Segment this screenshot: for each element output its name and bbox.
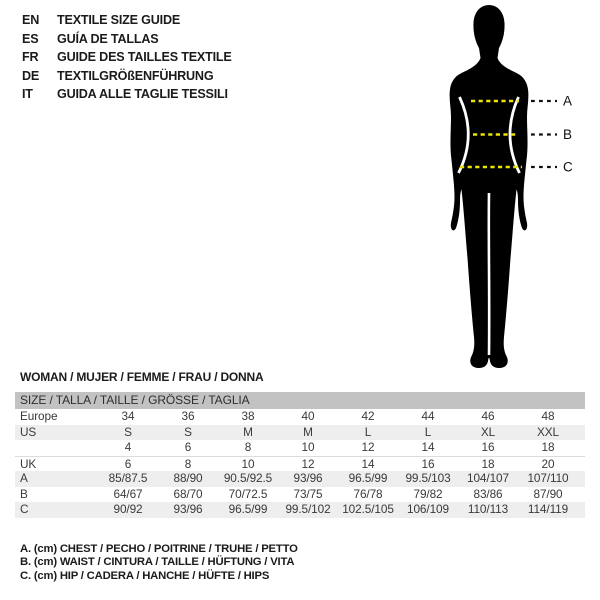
- size-cell: 4: [124, 440, 132, 454]
- size-cell: 76/78: [353, 486, 383, 501]
- size-cell: 87/90: [533, 486, 563, 501]
- size-cell: 90.5/92.5: [223, 471, 273, 485]
- size-cell: 73/75: [293, 486, 323, 501]
- table-row-hip-c: [15, 502, 585, 518]
- language-title: GUIDE DES TAILLES TEXTILE: [57, 50, 232, 64]
- size-cell: 96.5/99: [348, 471, 388, 485]
- table-row-uk: [15, 456, 585, 472]
- size-cell: 102.5/105: [342, 502, 394, 516]
- size-cell: M: [243, 424, 253, 439]
- size-cell: 99.5/103: [405, 471, 451, 485]
- language-title: GUIDA ALLE TAGLIE TESSILI: [57, 87, 228, 101]
- size-cell: 104/107: [467, 471, 509, 485]
- size-cell: 8: [244, 440, 252, 454]
- row-label: B: [20, 486, 28, 501]
- language-code: EN: [22, 13, 40, 27]
- size-table: [15, 392, 585, 518]
- size-table-header: SIZE / TALLA / TAILLE / GRÖSSE / TAGLIA: [15, 392, 585, 409]
- row-label: Europe: [20, 409, 58, 423]
- table-row-europe: [15, 409, 585, 425]
- language-row-it: [22, 85, 232, 104]
- language-title: TEXTILGRÖßENFÜHRUNG: [57, 68, 214, 83]
- size-cell: XXL: [537, 424, 559, 439]
- size-cell: 16: [421, 456, 435, 471]
- size-cell: 36: [181, 409, 195, 423]
- size-cell: 38: [241, 409, 255, 423]
- row-label: A: [20, 471, 28, 485]
- row-label: US: [20, 424, 37, 439]
- size-cell: 46: [481, 409, 495, 423]
- size-cell: 93/96: [293, 471, 323, 485]
- size-cell: 10: [241, 456, 255, 471]
- row-label: C: [20, 502, 29, 516]
- table-row-waist-b: [15, 487, 585, 503]
- table-row-chest-a: [15, 471, 585, 487]
- size-cell: 68/70: [173, 486, 203, 501]
- size-cell: 12: [361, 440, 375, 454]
- table-row-us-numeric: [15, 440, 585, 456]
- size-cell: 12: [301, 456, 315, 471]
- size-cell: 14: [421, 440, 435, 454]
- size-cell: 96.5/99: [228, 502, 268, 516]
- size-cell: 110/113: [467, 502, 509, 516]
- legend-waist: B. (cm) WAIST / CINTURA / TAILLE / HÜFTUNG / VITA: [20, 556, 295, 569]
- size-cell: 6: [184, 440, 192, 454]
- row-label: [15, 440, 98, 456]
- legend-hip: C. (cm) HIP / CADERA / HANCHE / HÜFTE / HIPS: [20, 569, 270, 582]
- size-cell: 93/96: [173, 502, 203, 516]
- size-cell: 88/90: [173, 471, 203, 485]
- size-cell: 14: [361, 456, 375, 471]
- size-cell: 83/86: [473, 486, 503, 501]
- language-row-en: [22, 11, 232, 30]
- language-code: FR: [22, 50, 39, 64]
- woman-silhouette-figure: [432, 4, 600, 370]
- size-cell: M: [303, 424, 313, 439]
- size-cell: 16: [481, 440, 495, 454]
- table-row-us: [15, 425, 585, 441]
- size-cell: 48: [541, 409, 555, 423]
- section-title: WOMAN / MUJER / FEMME / FRAU / DONNA: [20, 370, 264, 384]
- size-cell: 42: [361, 409, 375, 423]
- size-cell: 40: [301, 409, 315, 423]
- language-code: DE: [22, 68, 40, 83]
- measurement-figure: [432, 4, 600, 370]
- language-title: TEXTILE SIZE GUIDE: [57, 13, 181, 27]
- size-cell: 18: [541, 440, 555, 454]
- size-cell: L: [424, 424, 432, 439]
- language-row-es: [22, 30, 232, 49]
- size-cell: 114/119: [527, 502, 569, 516]
- size-cell: S: [184, 424, 192, 439]
- marker-label-b: B: [563, 127, 573, 142]
- size-cell: XL: [480, 424, 496, 439]
- size-cell: 18: [481, 456, 495, 471]
- size-cell: 6: [124, 456, 132, 471]
- size-cell: 107/110: [527, 471, 569, 485]
- size-cell: 106/109: [407, 502, 449, 516]
- size-cell: 20: [541, 456, 555, 471]
- legend-chest: A. (cm) CHEST / PECHO / POITRINE / TRUHE / PETTO: [20, 543, 298, 555]
- measurement-legend: [20, 543, 298, 583]
- size-cell: S: [124, 424, 132, 439]
- size-cell: 8: [184, 456, 192, 471]
- language-row-fr: [22, 48, 232, 67]
- size-cell: L: [364, 424, 372, 439]
- size-cell: 70/72.5: [228, 486, 268, 501]
- size-cell: 99.5/102: [285, 502, 331, 516]
- size-cell: 85/87.5: [108, 471, 148, 485]
- marker-label-a: A: [563, 93, 573, 109]
- row-label: UK: [20, 456, 37, 471]
- language-code: IT: [22, 87, 33, 101]
- size-cell: 64/67: [113, 486, 143, 501]
- language-list: [22, 11, 232, 104]
- language-title: GUÍA DE TALLAS: [57, 31, 159, 46]
- size-cell: 10: [301, 440, 315, 454]
- size-cell: 90/92: [113, 502, 143, 516]
- size-cell: 34: [121, 409, 135, 423]
- language-code: ES: [22, 31, 39, 46]
- language-row-de: [22, 67, 232, 86]
- marker-label-c: C: [563, 159, 573, 175]
- size-cell: 79/82: [413, 486, 443, 501]
- size-cell: 44: [421, 409, 435, 423]
